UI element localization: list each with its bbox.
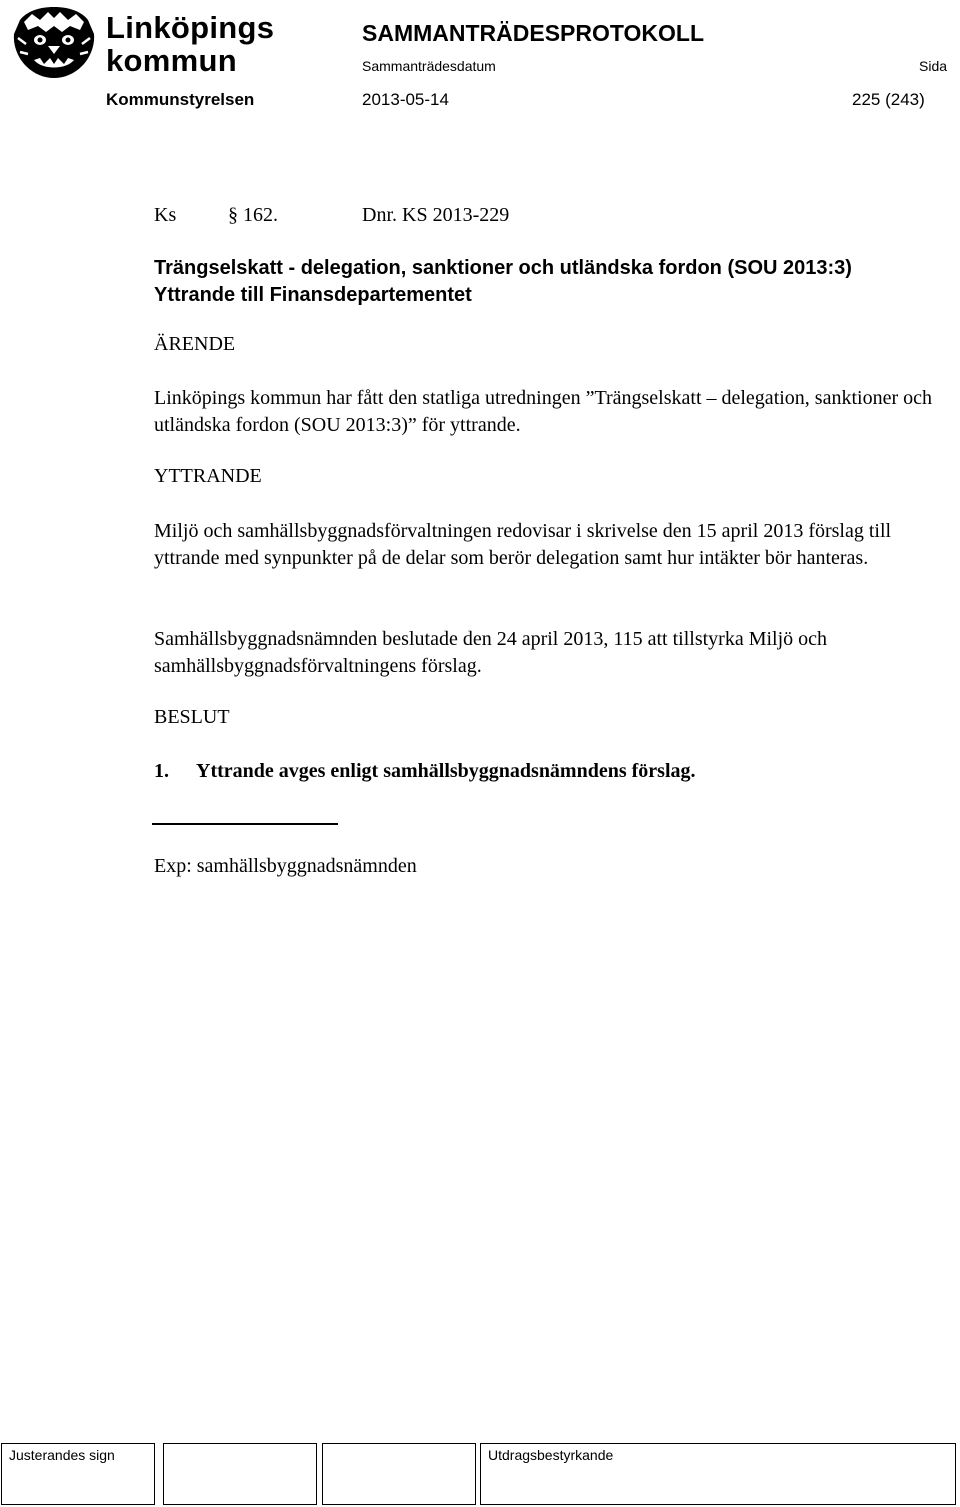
lion-crest-icon	[10, 4, 98, 80]
yttrande-paragraph-2: Samhällsbyggnadsnämnden beslutade den 24 april 2013, 115 att tillstyrka Miljö och samhällsbyggnadsförvaltningens förslag.	[154, 628, 828, 677]
adjusting-sign-cell	[1, 1443, 155, 1505]
logo-line1: Linköpings	[106, 10, 275, 45]
arende-paragraph: Linköpings kommun har fått den statliga utredningen ”Trängselskatt – delegation, sanktioner och utländska fordon (SOU 2013:3)” för yttrande.	[154, 387, 932, 436]
heading-yttrande: YTTRANDE	[154, 465, 262, 487]
adjusting-sign-label: Justerandes sign	[9, 1447, 115, 1463]
document-type: SAMMANTRÄDESPROTOKOLL	[362, 20, 705, 46]
heading-beslut: BESLUT	[154, 706, 230, 728]
case-prefix: Ks	[154, 204, 177, 226]
footer-signature-table	[0, 1443, 960, 1507]
case-section	[228, 202, 278, 229]
page-number: 225 (243)	[852, 90, 925, 109]
yttrande-paragraph-1: Miljö och samhällsbyggnadsförvaltningen redovisar i skrivelse den 15 april 2013 förslag till yttrande med synpunkter på de delar som berör delegation samt hur intäkter bör hanteras.	[154, 520, 892, 569]
signature-cell-2	[163, 1443, 317, 1505]
extract-certified-label: Utdragsbestyrkande	[488, 1447, 614, 1463]
logo-line2: kommun	[106, 43, 237, 78]
heading-arende: ÄRENDE	[154, 333, 236, 355]
separator-line	[152, 823, 338, 825]
expedition-note: Exp: samhällsbyggnadsnämnden	[154, 855, 417, 877]
section-sign-icon: §	[228, 204, 238, 226]
meeting-date-label: Sammanträdesdatum	[362, 58, 496, 74]
decision-text: Yttrande avges enligt samhällsbyggnadsnämndens förslag.	[196, 760, 696, 782]
diary-number: Dnr. KS 2013-229	[362, 204, 510, 226]
section-number: 162.	[243, 204, 278, 226]
meeting-date: 2013-05-14	[362, 90, 449, 109]
signature-cell-3	[322, 1443, 476, 1505]
extract-certified-cell	[480, 1443, 956, 1505]
committee-name: Kommunstyrelsen	[106, 90, 255, 109]
page-label: Sida	[919, 58, 948, 74]
case-title: Trängselskatt - delegation, sanktioner och utländska fordon (SOU 2013:3) Yttrande till Finansdepartementet	[154, 257, 852, 306]
decision-number: 1.	[154, 760, 169, 782]
